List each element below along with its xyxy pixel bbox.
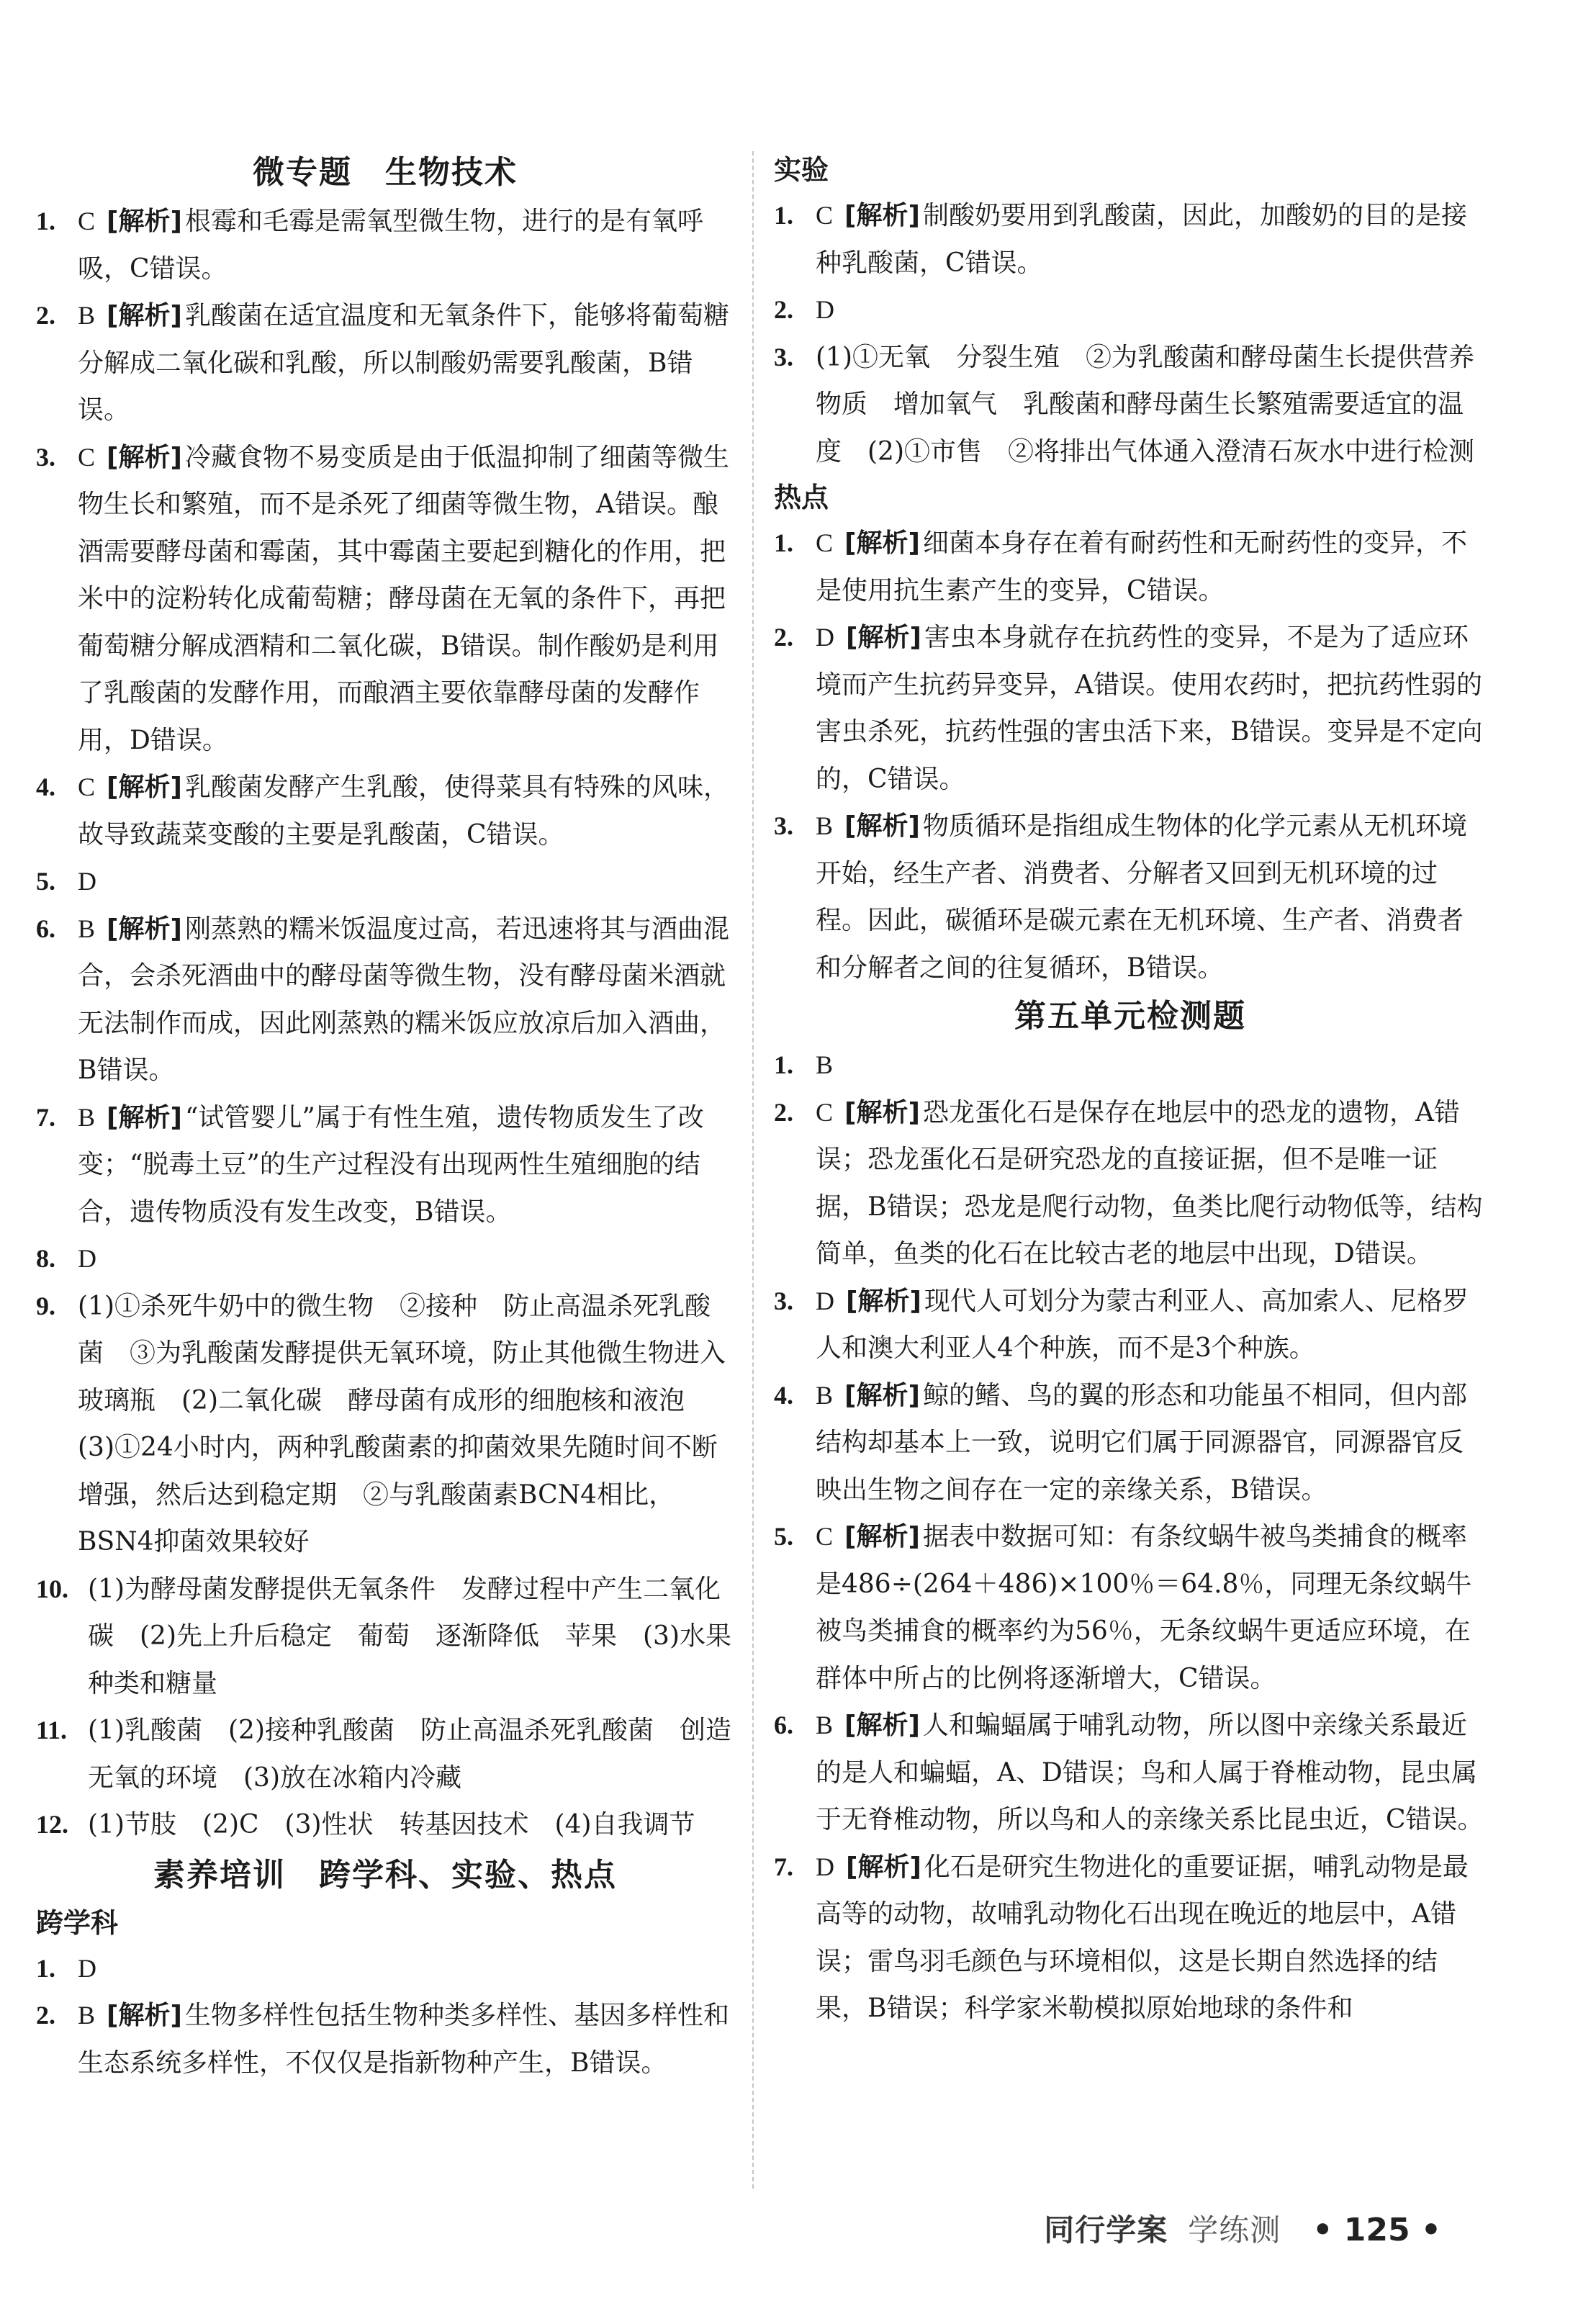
answer-item [774, 192, 1487, 287]
answer-explanation: 化石是研究生物进化的重要证据，哺乳动物是最高等的动物，故哺乳动物化石出现在晚近的地层中，A错误；雷鸟羽毛颜色与环境相似，这是长期自然选择的结果，B错误；科学家米勒模拟原始地球的条件和 [816, 1852, 1469, 2023]
answer-item [774, 1702, 1487, 1844]
answer-item [774, 614, 1487, 803]
analysis-tag: [解析] [844, 1380, 920, 1410]
subsection-interdisciplinary: 跨学科 [36, 1906, 119, 1939]
answer-item [774, 1513, 1487, 1702]
answer-explanation: 现代人可划分为蒙古利亚人、高加索人、尼格罗人和澳大利亚人4个种族，而不是3个种族。 [816, 1286, 1469, 1363]
right-column [774, 148, 1487, 2032]
section-title-bio-tech: 微专题 生物技术 [253, 154, 518, 191]
analysis-tag: [解析] [844, 811, 920, 841]
answer-item [36, 198, 734, 292]
answer-choice: C [78, 773, 96, 801]
analysis-tag: [解析] [844, 528, 920, 558]
subsection-hot-topics: 热点 [774, 482, 829, 513]
answer-choice: D [816, 623, 834, 652]
answer-item [36, 292, 734, 434]
answer-choice: B [816, 1050, 834, 1079]
analysis-tag: [解析] [844, 1522, 920, 1551]
answer-choice: B [78, 914, 96, 943]
answer-choice: C [816, 201, 834, 230]
question-number: 6. [774, 1711, 793, 1739]
answer-item [774, 1042, 1487, 1089]
answer-choice: D [816, 295, 834, 324]
question-number: 12. [36, 1810, 68, 1839]
answer-choice: B [816, 811, 834, 840]
answer-item [36, 1707, 734, 1801]
answer-explanation: 生物多样性包括生物种类多样性、基因多样性和生态系统多样性，不仅仅是指新物种产生，B错误。 [78, 2001, 729, 2078]
answer-choice: B [816, 1711, 834, 1739]
analysis-tag: [解析] [844, 1711, 920, 1740]
question-number: 1. [774, 1050, 793, 1079]
subsection-experiment: 实验 [774, 154, 829, 186]
answer-choice: B [816, 1380, 834, 1410]
question-number: 7. [36, 1102, 55, 1132]
analysis-tag: [解析] [107, 207, 182, 236]
answer-item [774, 520, 1487, 614]
question-number: 3. [774, 342, 793, 371]
interdisciplinary-answers [36, 1945, 734, 2087]
question-number: 10. [36, 1574, 68, 1603]
answer-explanation: 根霉和毛霉是需氧型微生物，进行的是有氧呼吸，C错误。 [78, 207, 703, 284]
answer-choice: B [78, 2001, 96, 2030]
question-number: 2. [774, 623, 793, 652]
answer-explanation: 人和蝙蝠属于哺乳动物，所以图中亲缘关系最近的是人和蝙蝠，A、D错误；鸟和人属于脊椎动物，昆虫属于无脊椎动物，所以鸟和人的亲缘关系比昆虫近，C错误。 [816, 1711, 1484, 1834]
answer-choice: D [78, 867, 96, 896]
answer-choice: C [816, 528, 834, 557]
answer-choice: C [816, 1097, 834, 1127]
answer-choice: C [78, 442, 96, 472]
answer-choice: D [816, 1286, 834, 1315]
analysis-tag: [解析] [107, 2001, 182, 2030]
answer-item [36, 1235, 734, 1283]
answer-item [774, 1844, 1487, 2032]
answer-explanation: “试管婴儿”属于有性生殖，遗传物质发生了改变；“脱毒土豆”的生产过程没有出现两性生殖细胞的结合，遗传物质没有发生改变，B错误。 [78, 1102, 704, 1227]
section-title-literacy: 素养培训 跨学科、实验、热点 [153, 1856, 617, 1893]
question-number: 7. [774, 1852, 793, 1881]
answer-explanation: 制酸奶要用到乳酸菌，因此，加酸奶的目的是接种乳酸菌，C错误。 [816, 201, 1467, 278]
experiment-answers [774, 192, 1487, 475]
answer-choice: B [78, 1102, 96, 1132]
analysis-tag: [解析] [844, 1097, 920, 1127]
answer-explanation: (1)节肢 (2)C (3)性状 转基因技术 (4)自我调节 [88, 1810, 695, 1839]
question-number: 4. [36, 773, 55, 801]
answer-item [36, 1992, 734, 2086]
answer-explanation: 害虫本身就存在抗药性的变异，不是为了适应环境而产生抗药异变异，A错误。使用农药时，把抗药性弱的害虫杀死，抗药性强的害虫活下来，B错误。变异是不定向的，C错误。 [816, 623, 1483, 794]
question-number: 1. [774, 528, 793, 557]
answer-item [774, 287, 1487, 334]
answer-explanation: 细菌本身存在着有耐药性和无耐药性的变异，不是使用抗生素产生的变异，C错误。 [816, 528, 1467, 605]
question-number: 5. [36, 867, 55, 896]
question-number: 4. [774, 1380, 793, 1410]
answer-item [774, 1372, 1487, 1514]
answer-explanation: 鲸的鳍、鸟的翼的形态和功能虽不相同，但内部结构却基本上一致，说明它们属于同源器官，同源器官反映出生物之间存在一定的亲缘关系，B错误。 [816, 1380, 1467, 1505]
question-number: 2. [774, 295, 793, 324]
question-number: 9. [36, 1291, 55, 1320]
answer-item [36, 434, 734, 765]
series-subtitle: 学练测 [1188, 2212, 1281, 2248]
question-number: 1. [36, 1953, 55, 1983]
answer-item [36, 1801, 734, 1849]
analysis-tag: [解析] [107, 914, 182, 944]
analysis-tag: [解析] [107, 442, 182, 472]
answer-explanation: 恐龙蛋化石是保存在地层中的恐龙的遗物，A错误；恐龙蛋化石是研究恐龙的直接证据，但不是唯一证据，B错误；恐龙是爬行动物，鱼类比爬行动物低等，结构简单，鱼类的化石在比较古老的地层中出现，D错误。 [816, 1097, 1483, 1269]
question-number: 3. [774, 811, 793, 840]
answer-explanation: 据表中数据可知：有条纹蜗牛被鸟类捕食的概率是486÷(264＋486)×100％＝64.8％，同理无条纹蜗牛被鸟类捕食的概率约为56％，无条纹蜗牛更适应环境，在群体中所占的比例将逐渐增大，C错误。 [816, 1522, 1472, 1693]
unit5-test-answers [774, 1042, 1487, 2032]
answer-item [36, 1566, 734, 1708]
question-number: 5. [774, 1522, 793, 1551]
question-number: 6. [36, 914, 55, 943]
question-number: 8. [36, 1244, 55, 1273]
hot-topic-answers [774, 520, 1487, 991]
answer-item [36, 858, 734, 906]
question-number: 2. [36, 301, 55, 330]
left-column [36, 148, 734, 2086]
answer-item [774, 1089, 1487, 1278]
bio-tech-answers [36, 198, 734, 1849]
answer-item [36, 1094, 734, 1236]
question-number: 2. [36, 2001, 55, 2030]
answer-item [36, 764, 734, 858]
answer-item [36, 906, 734, 1094]
analysis-tag: [解析] [846, 1852, 921, 1882]
analysis-tag: [解析] [846, 623, 921, 652]
question-number: 11. [36, 1716, 68, 1744]
analysis-tag: [解析] [844, 201, 920, 230]
answer-choice: B [78, 301, 96, 330]
page-number: • 125 • [1312, 2212, 1441, 2248]
analysis-tag: [解析] [107, 773, 182, 802]
brand-name: 同行学案 [1044, 2212, 1168, 2248]
answer-item [774, 803, 1487, 991]
answer-choice: C [78, 207, 96, 235]
answer-item [774, 1278, 1487, 1372]
answer-choice: C [816, 1522, 834, 1551]
answer-choice: D [78, 1953, 96, 1983]
answer-explanation: 冷藏食物不易变质是由于低温抑制了细菌等微生物生长和繁殖，而不是杀死了细菌等微生物，A错误。酿酒需要酵母菌和霉菌，其中霉菌主要起到糖化的作用，把米中的淀粉转化成葡萄糖；酵母菌在无氧的条件下，再把葡萄糖分解成酒精和二氧化碳，B错误。制作酸奶是利用了乳酸菌的发酵作用，而酿酒主要依靠酵母菌的发酵作用，D错误。 [78, 442, 729, 755]
analysis-tag: [解析] [846, 1286, 921, 1316]
question-number: 1. [774, 201, 793, 230]
answer-explanation: (1)为酵母菌发酵提供无氧条件 发酵过程中产生二氧化碳 (2)先上升后稳定 葡萄 逐渐降低 苹果 (3)水果种类和糖量 [88, 1574, 731, 1698]
analysis-tag: [解析] [107, 1102, 182, 1132]
answer-explanation: 乳酸菌在适宜温度和无氧条件下，能够将葡萄糖分解成二氧化碳和乳酸，所以制酸奶需要乳酸菌，B错误。 [78, 301, 729, 425]
analysis-tag: [解析] [107, 301, 182, 330]
answer-explanation: 刚蒸熟的糯米饭温度过高，若迅速将其与酒曲混合，会杀死酒曲中的酵母菌等微生物，没有酵母菌米酒就无法制作而成，因此刚蒸熟的糯米饭应放凉后加入酒曲，B错误。 [78, 914, 729, 1085]
answer-item [774, 334, 1487, 476]
answer-explanation: 物质循环是指组成生物体的化学元素从无机环境开始，经生产者、消费者、分解者又回到无机环境的过程。因此，碳循环是碳元素在无机环境、生产者、消费者和分解者之间的往复循环，B错误。 [816, 811, 1467, 983]
answer-explanation: 乳酸菌发酵产生乳酸，使得菜具有特殊的风味，故导致蔬菜变酸的主要是乳酸菌，C错误。 [78, 773, 729, 850]
page-footer [1044, 2207, 1441, 2250]
answer-choice: D [816, 1852, 834, 1881]
answer-item [36, 1283, 734, 1566]
answer-explanation: (1)①杀死牛奶中的微生物 ②接种 防止高温杀死乳酸菌 ③为乳酸菌发酵提供无氧环境，防止其他微生物进入玻璃瓶 (2)二氧化碳 酵母菌有成形的细胞核和液泡 (3)①24小时内，两种乳酸菌素的抑菌效果先随时间不断增强，然后达到稳定期 ②与乳酸菌素BCN4相比，BSN4抑菌效果较好 [78, 1291, 726, 1557]
column-divider [752, 151, 754, 2189]
question-number: 1. [36, 207, 55, 235]
answer-explanation: (1)乳酸菌 (2)接种乳酸菌 防止高温杀死乳酸菌 创造无氧的环境 (3)放在冰箱内冷藏 [88, 1716, 731, 1793]
question-number: 2. [774, 1097, 793, 1127]
answer-choice: D [78, 1244, 96, 1273]
answer-explanation: (1)①无氧 分裂生殖 ②为乳酸菌和酵母菌生长提供营养物质 增加氧气 乳酸菌和酵母菌生长繁殖需要适宜的温度 (2)①市售 ②将排出气体通入澄清石灰水中进行检测 [816, 342, 1474, 467]
answer-item [36, 1945, 734, 1993]
question-number: 3. [774, 1286, 793, 1315]
section-title-unit5-test: 第五单元检测题 [1014, 998, 1246, 1035]
question-number: 3. [36, 442, 55, 472]
